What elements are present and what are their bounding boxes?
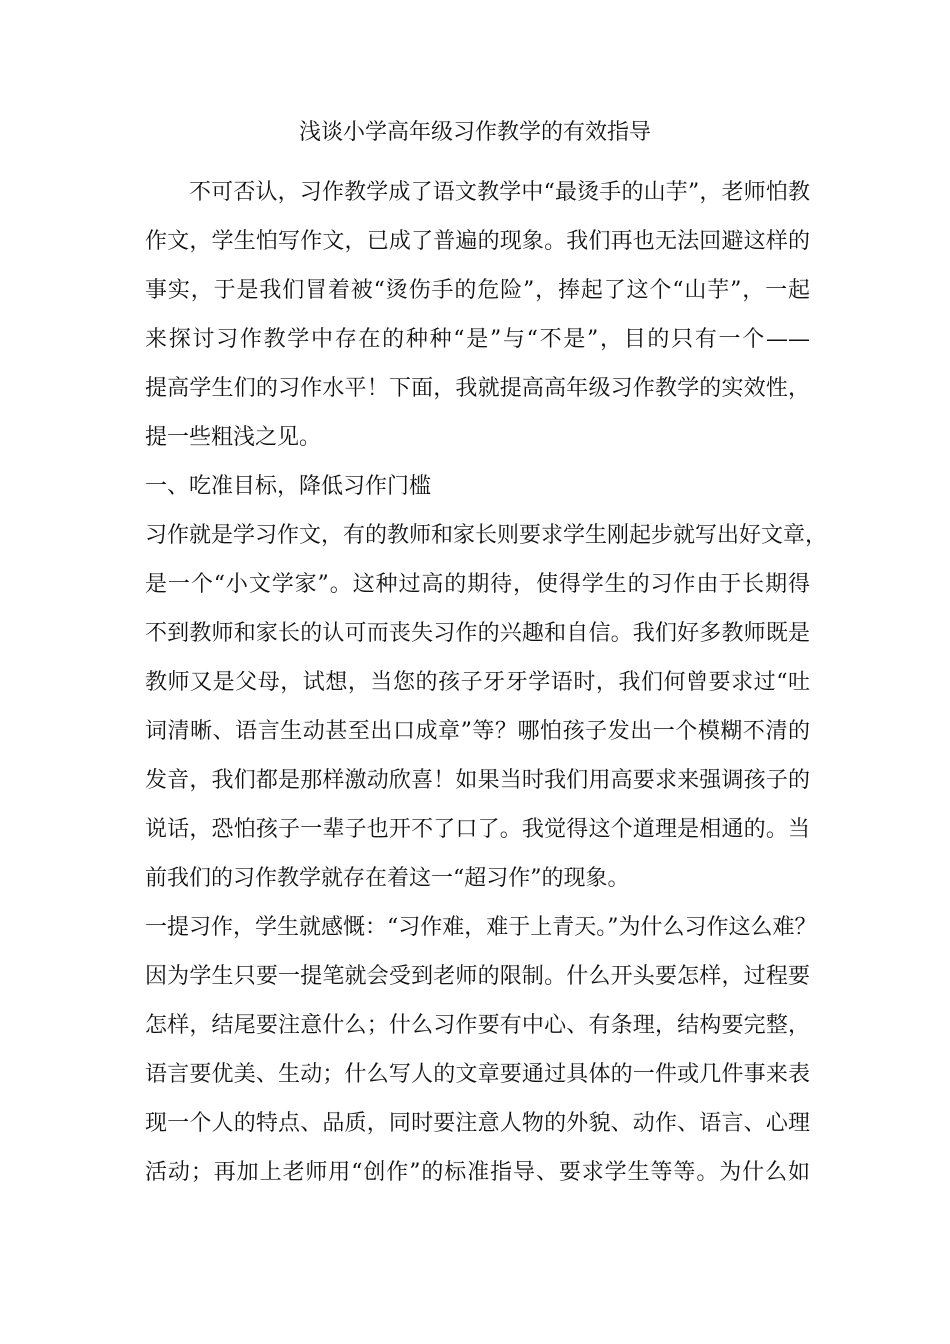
text-line: 一、吃准目标，降低习作门槛 xyxy=(145,474,432,499)
text-line: 来探讨习作教学中存在的种种“是”与“不是”，目的只有一个—— xyxy=(145,327,810,352)
text-line: 习作就是学习作文，有的教师和家长则要求学生刚起步就写出好文章， xyxy=(145,523,828,548)
text-line: 事实，于是我们冒着被“烫伤手的危险”，捧起了这个“山芋”，一起 xyxy=(145,278,810,303)
text-line: 前我们的习作教学就存在着这一“超习作”的现象。 xyxy=(145,866,630,891)
text-line: 一提习作，学生就感慨：“习作难，难于上青天。”为什么习作这么难？ xyxy=(145,915,817,940)
text-line: 提一些粗浅之见。 xyxy=(145,425,322,450)
text-line: 说话，恐怕孩子一辈子也开不了口了。我觉得这个道理是相通的。当 xyxy=(145,817,810,842)
text-line: 提高学生们的习作水平！下面，我就提高高年级习作教学的实效性， xyxy=(145,376,810,401)
text-line: 教师又是父母，试想，当您的孩子牙牙学语时，我们何曾要求过“吐 xyxy=(145,670,810,695)
text-line: 现一个人的特点、品质，同时要注意人物的外貌、动作、语言、心理 xyxy=(145,1111,810,1136)
text-line: 是一个“小文学家”。这种过高的期待，使得学生的习作由于长期得 xyxy=(145,572,810,597)
text-line: 活动；再加上老师用“创作”的标准指导、要求学生等等。为什么如 xyxy=(145,1160,810,1185)
text-line: 发音，我们都是那样激动欣喜！如果当时我们用高要求来强调孩子的 xyxy=(145,768,810,793)
text-line: 因为学生只要一提笔就会受到老师的限制。什么开头要怎样，过程要 xyxy=(145,964,810,989)
text-line: 不到教师和家长的认可而丧失习作的兴趣和自信。我们好多教师既是 xyxy=(145,621,810,646)
text-line: 不可否认，习作教学成了语文教学中“最烫手的山芋”，老师怕教 xyxy=(189,180,810,205)
text-line: 怎样，结尾要注意什么；什么习作要有中心、有条理，结构要完整， xyxy=(145,1013,810,1038)
document-body xyxy=(145,168,828,1197)
document-title: 浅谈小学高年级习作教学的有效指导 xyxy=(298,120,651,145)
text-line: 词清晰、语言生动甚至出口成章”等？哪怕孩子发出一个模糊不清的 xyxy=(145,719,810,744)
text-line: 作文，学生怕写作文，已成了普遍的现象。我们再也无法回避这样的 xyxy=(145,229,810,254)
text-line: 语言要优美、生动；什么写人的文章要通过具体的一件或几件事来表 xyxy=(145,1062,810,1087)
